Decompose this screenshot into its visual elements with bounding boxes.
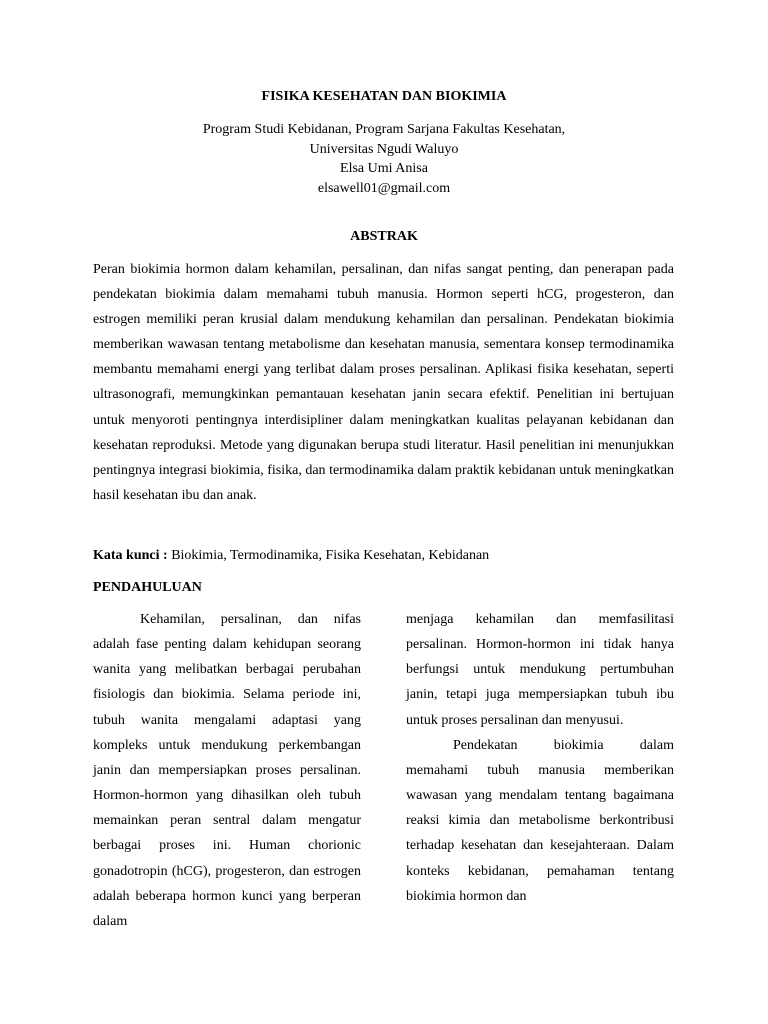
- abstract-text: Peran biokimia hormon dalam kehamilan, persalinan, dan nifas sangat penting, dan penerapan pada pendekatan biokimia dalam memahami tubuh manusia. Hormon seperti hCG, progesteron, dan estrogen memiliki peran krusial dalam mendukung kehamilan dan persalinan. Pendekatan biokimia memberikan wawasan tentang metabolisme dan kesehatan manusia, sementara konsep termodinamika membantu memahami energi yang terlibat dalam proses persalinan. Aplikasi fisika kesehatan, seperti ultrasonografi, memungkinkan pemantauan kesehatan janin secara efektif. Penelitian ini bertujuan untuk menyoroti pentingnya interdisipliner dalam meningkatkan kualitas pelayanan kebidanan dan kesehatan reproduksi. Metode yang digunakan berupa studi literatur. Hasil penelitian ini menunjukkan pentingnya integrasi biokimia, fisika, dan termodinamika dalam praktik kebidanan untuk meningkatkan hasil kesehatan ibu dan anak.: [93, 262, 674, 503]
- paper-title: FISIKA KESEHATAN DAN BIOKIMIA: [261, 89, 507, 104]
- abstract-heading: ABSTRAK: [350, 229, 418, 244]
- right-column-paragraph-1: menjaga kehamilan dan memfasilitasi persalinan. Hormon-hormon ini tidak hanya berfungsi untuk mendukung pertumbuhan janin, tetapi juga mempersiapkan tubuh ibu untuk proses persalinan dan menyusui.: [406, 612, 674, 728]
- left-column: [93, 607, 361, 934]
- author-name: Elsa Umi Anisa: [340, 161, 428, 176]
- keywords-line: [93, 547, 674, 565]
- right-column: [406, 607, 674, 909]
- section-heading-introduction: PENDAHULUAN: [93, 580, 202, 595]
- author-block: [0, 120, 768, 198]
- keywords-label: Kata kunci :: [93, 548, 168, 563]
- keywords-value: Biokimia, Termodinamika, Fisika Kesehatan, Kebidanan: [167, 548, 490, 563]
- affiliation-line-2: Universitas Ngudi Waluyo: [309, 141, 459, 157]
- right-column-paragraph-2: Pendekatan biokimia dalam memahami tubuh manusia memberikan wawasan yang mendalam tentang bagaimana reaksi kimia dan metabolisme berkontribusi terhadap kesehatan dan kesejahteraan. Dalam konteks kebidanan, pemahaman tentang biokimia hormon dan: [406, 737, 674, 904]
- author-email: elsawell01@gmail.com: [317, 180, 451, 196]
- left-column-paragraph: Kehamilan, persalinan, dan nifas adalah fase penting dalam kehidupan seorang wanita yang melibatkan berbagai perubahan fisiologis dan biokimia. Selama periode ini, tubuh wanita mengalami adaptasi yang kompleks untuk mendukung perkembangan janin dan mempersiapkan proses persalinan. Hormon-hormon yang dihasilkan oleh tubuh memainkan peran sentral dalam mengatur berbagai proses ini. Human chorionic gonadotropin (hCG), progesteron, dan estrogen adalah beberapa hormon kunci yang berperan dalam: [93, 612, 361, 929]
- affiliation-line-1: Program Studi Kebidanan, Program Sarjana Fakultas Kesehatan,: [202, 122, 566, 137]
